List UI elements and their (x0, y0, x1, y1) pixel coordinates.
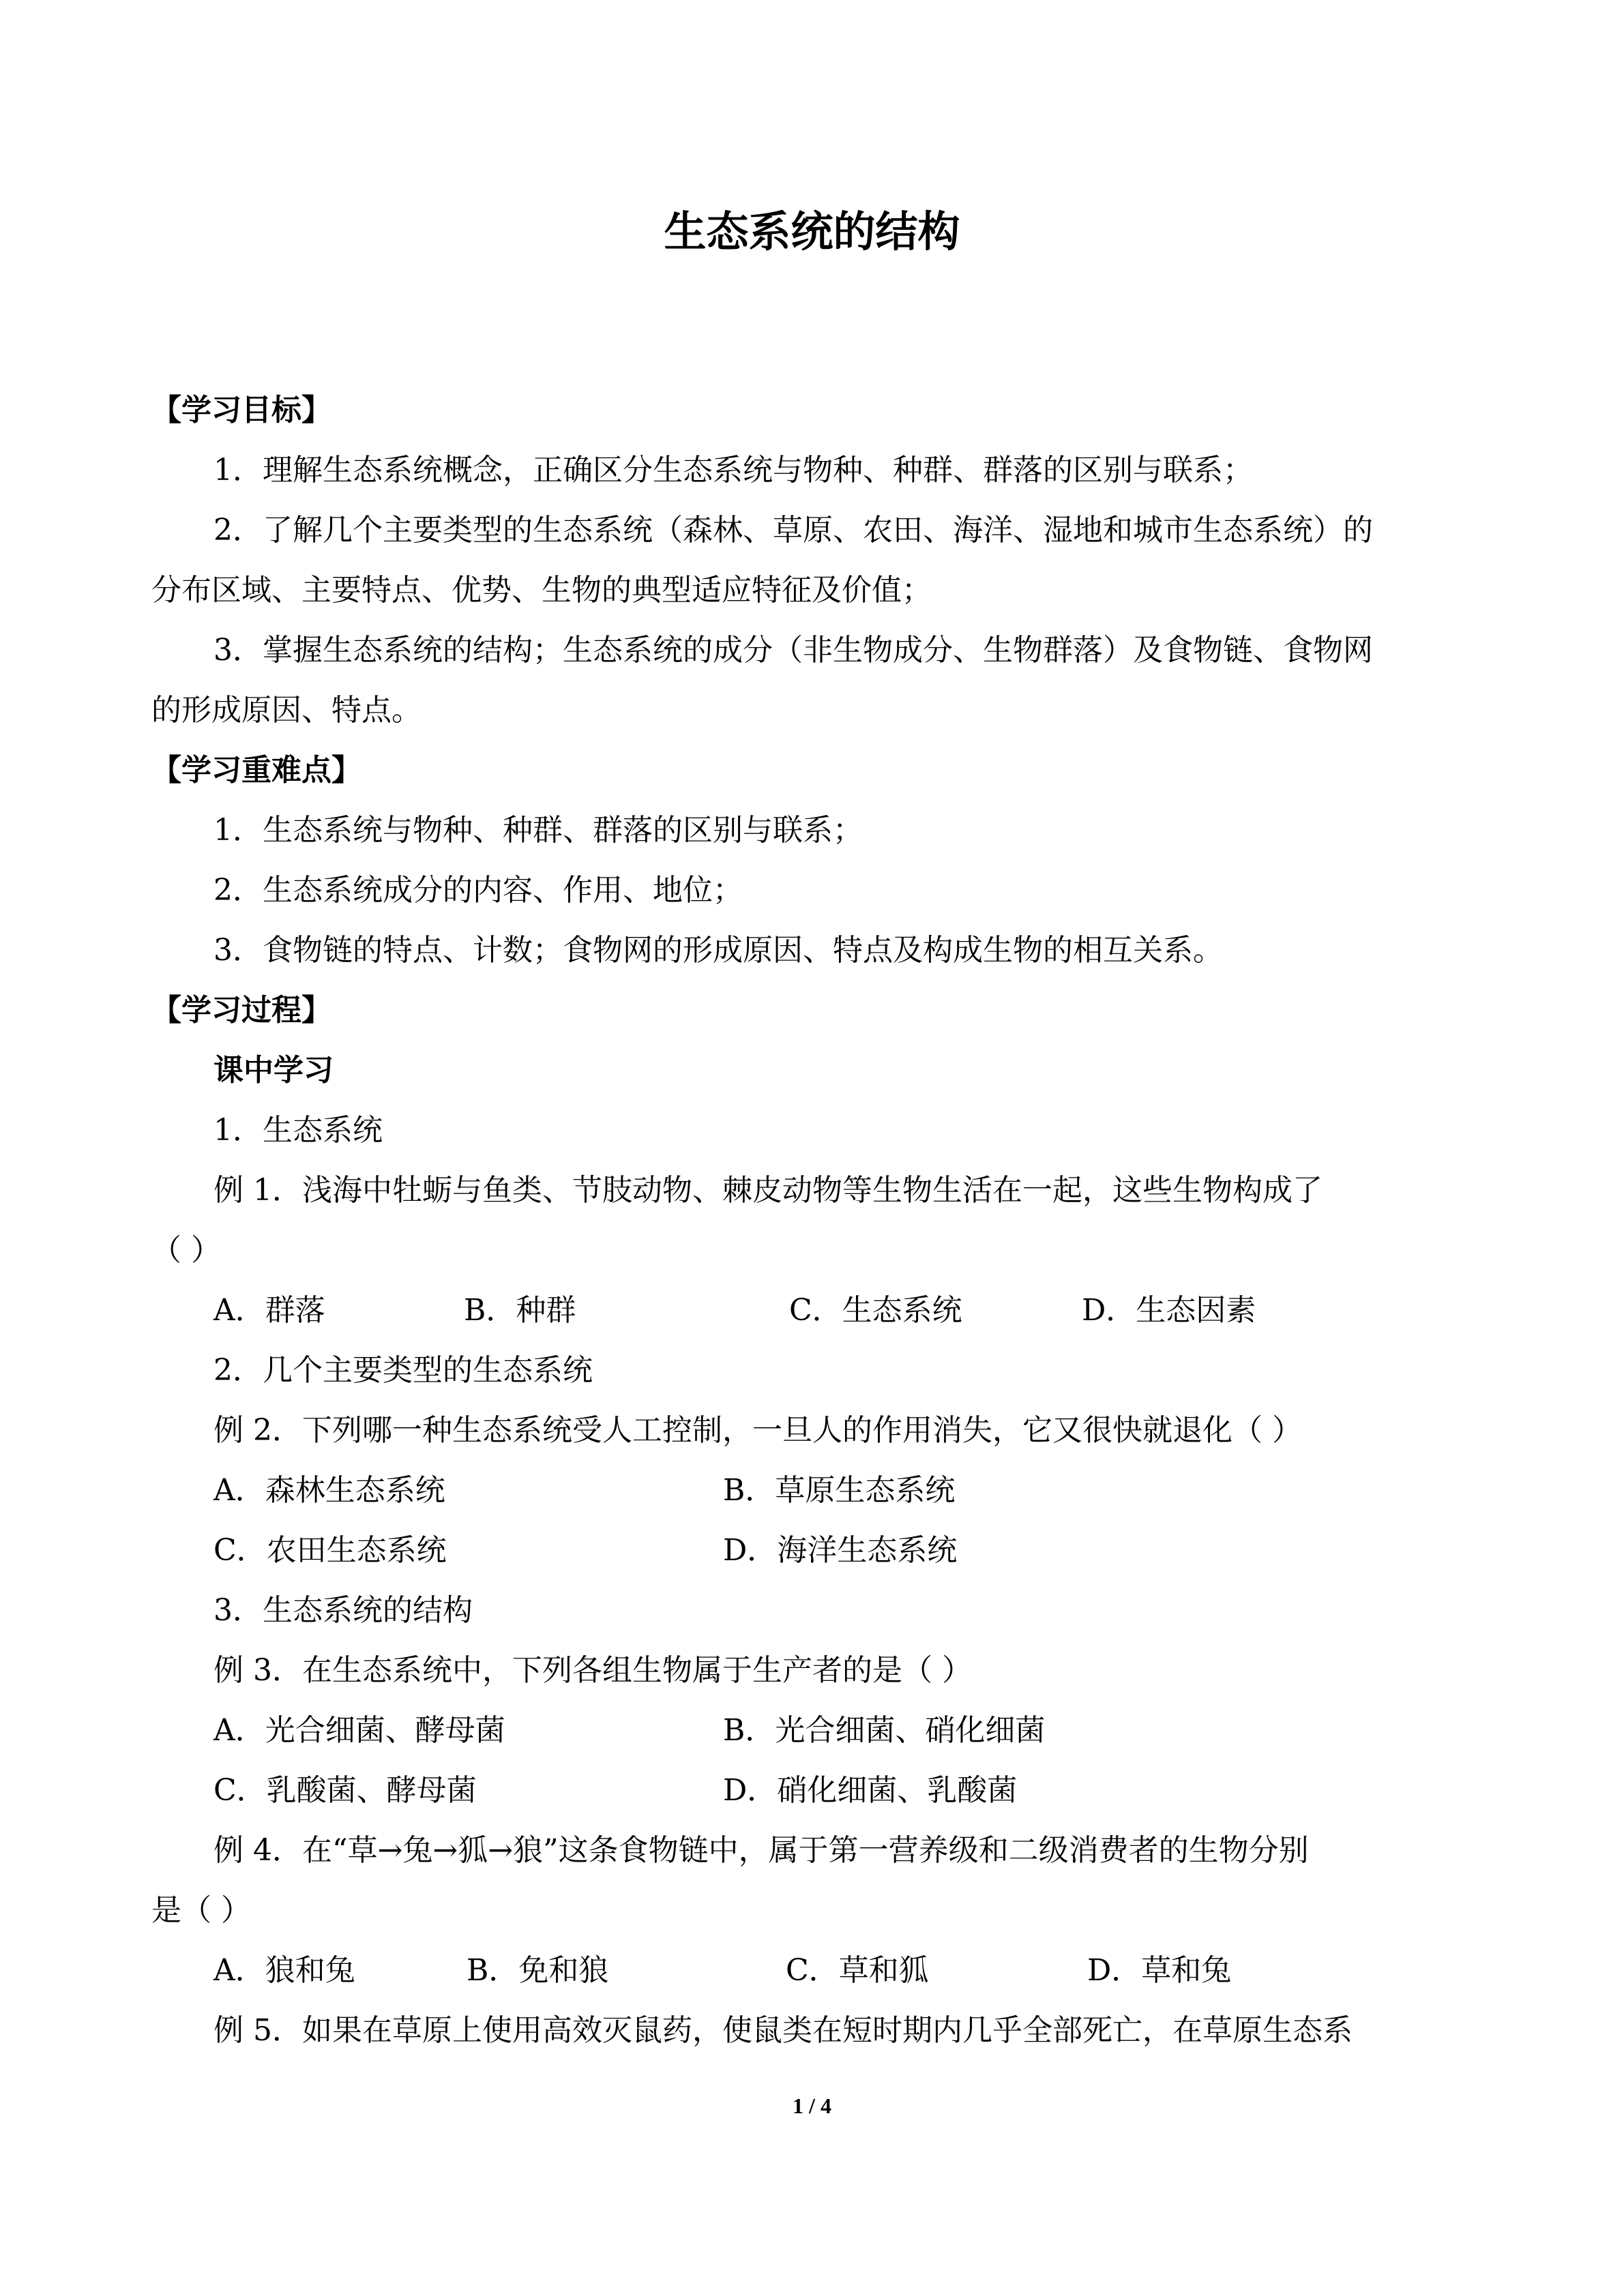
example-2: 例 2．下列哪一种生态系统受人工控制，一旦人的作用消失，它又很快就退化（ ） (213, 1413, 1302, 1448)
example-4-line-1: 例 4．在“草→兔→狐→狼”这条食物链中，属于第一营养级和二级消费者的生物分别 (213, 1833, 1309, 1868)
option-c: C．乳酸菌、酵母菌 (213, 1773, 477, 1808)
topic-1: 1．生态系统 (213, 1113, 383, 1148)
example-2-options-row-1 (0, 1470, 1624, 1511)
option-b: B．免和狼 (467, 1953, 609, 1988)
keypoint-item-2: 2．生态系统成分的内容、作用、地位； (213, 873, 743, 908)
option-c: C．草和狐 (786, 1953, 929, 1988)
keypoint-item-1: 1．生态系统与物种、种群、群落的区别与联系； (213, 813, 863, 848)
option-a: A．森林生态系统 (213, 1473, 445, 1508)
goal-item-1: 1．理解生态系统概念，正确区分生态系统与物种、种群、群落的区别与联系； (213, 453, 1253, 488)
example-3-options-row-2 (0, 1770, 1624, 1811)
option-b: B．草原生态系统 (723, 1473, 956, 1508)
process-subheading: 课中学习 (213, 1053, 334, 1088)
example-1-options (0, 1290, 1624, 1331)
example-3: 例 3．在生态系统中，下列各组生物属于生产者的是（ ） (213, 1653, 972, 1688)
example-3-options-row-1 (0, 1710, 1624, 1751)
option-d: D．海洋生态系统 (723, 1533, 958, 1568)
option-a: A．群落 (213, 1293, 325, 1328)
option-c: C．生态系统 (789, 1293, 962, 1328)
goal-item-2-line-2: 分布区域、主要特点、优势、生物的典型适应特征及价值； (151, 573, 932, 608)
option-d: D．硝化细菌、乳酸菌 (723, 1773, 1018, 1808)
section-heading-keypoints: 【学习重难点】 (151, 753, 361, 788)
example-1-line-2: （ ） (151, 1233, 221, 1268)
option-b: B．种群 (464, 1293, 576, 1328)
example-1-line-1: 例 1．浅海中牡蛎与鱼类、节肢动物、棘皮动物等生物生活在一起，这些生物构成了 (213, 1173, 1323, 1208)
goal-item-3-line-2: 的形成原因、特点。 (151, 693, 422, 728)
page-number: 1 / 4 (793, 2093, 831, 2118)
section-heading-goals: 【学习目标】 (151, 393, 331, 428)
option-d: D．生态因素 (1082, 1293, 1256, 1328)
option-a: A．狼和兔 (213, 1953, 355, 1988)
option-b: B．光合细菌、硝化细菌 (723, 1713, 1046, 1748)
keypoint-item-3: 3．食物链的特点、计数；食物网的形成原因、特点及构成生物的相互关系。 (213, 933, 1223, 968)
example-4-options (0, 1950, 1624, 1991)
option-d: D．草和兔 (1087, 1953, 1232, 1988)
section-heading-process: 【学习过程】 (151, 993, 331, 1028)
example-2-options-row-2 (0, 1530, 1624, 1571)
example-4-line-2: 是（ ） (151, 1893, 251, 1928)
topic-2: 2．几个主要类型的生态系统 (213, 1353, 593, 1388)
option-c: C．农田生态系统 (213, 1533, 447, 1568)
option-a: A．光合细菌、酵母菌 (213, 1713, 505, 1748)
topic-3: 3．生态系统的结构 (213, 1593, 473, 1628)
goal-item-3-line-1: 3．掌握生态系统的结构；生态系统的成分（非生物成分、生物群落）及食物链、食物网 (213, 633, 1373, 668)
page-title: 生态系统的结构 (664, 207, 960, 256)
example-5-line-1: 例 5．如果在草原上使用高效灭鼠药，使鼠类在短时期内几乎全部死亡，在草原生态系 (213, 2013, 1353, 2048)
goal-item-2-line-1: 2．了解几个主要类型的生态系统（森林、草原、农田、海洋、湿地和城市生态系统）的 (213, 513, 1373, 548)
